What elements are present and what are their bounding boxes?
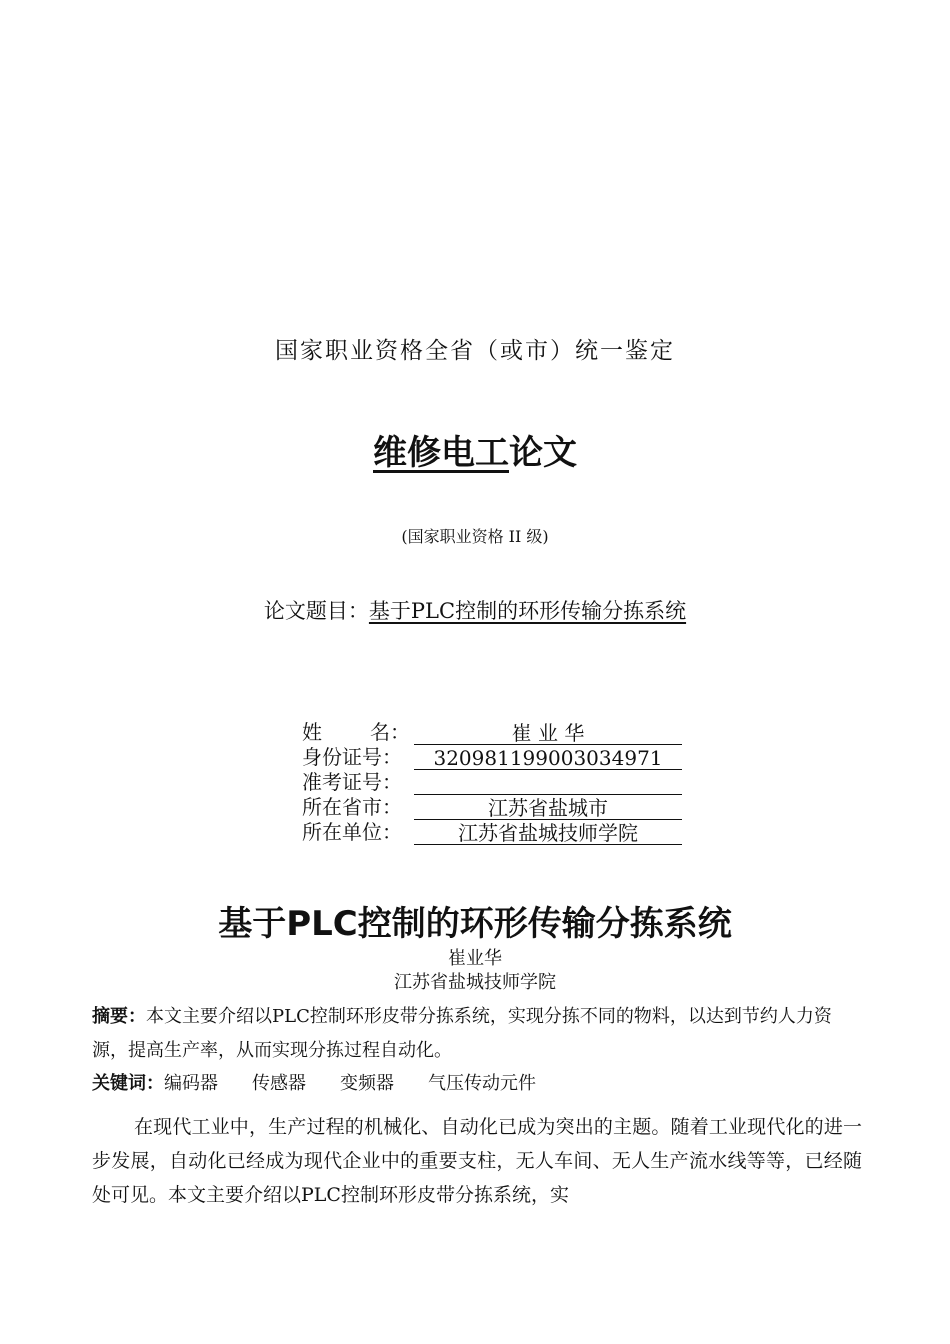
certification-line: 国家职业资格全省（或市）统一鉴定	[275, 338, 675, 364]
topic-label: 论文题目：	[263, 599, 369, 623]
info-label-province-city: 所在省市：	[302, 795, 402, 819]
info-label-exam-number: 准考证号：	[302, 770, 402, 794]
info-value-id-number: 320981199003034971	[414, 747, 682, 770]
keyword: 气压传动元件	[428, 1073, 536, 1094]
keyword: 变频器	[340, 1073, 394, 1094]
keyword: 编码器	[164, 1073, 218, 1094]
info-value-name: 崔 业 华	[414, 722, 682, 745]
article-affiliation: 江苏省盐城技师学院	[394, 972, 556, 993]
topic-value: 基于PLC控制的环形传输分拣系统	[368, 599, 687, 623]
paper-type-heading	[0, 425, 950, 474]
paper-type-rest: 论文	[509, 433, 577, 473]
keywords	[92, 1068, 862, 1100]
info-label-name: 姓 名：	[302, 720, 410, 744]
body-paragraph: 在现代工业中，生产过程的机械化、自动化已成为突出的主题。随着工业现代化的进一步发展，自动化已经成为现代企业中的重要支柱，无人车间、无人生产流水线等等，已经随处可见。本文主要介绍以PLC控制环形皮带分拣系统，实	[92, 1116, 862, 1206]
info-value-province-city: 江苏省盐城市	[414, 797, 682, 820]
info-row-organization	[302, 820, 692, 845]
info-label-id-number: 身份证号：	[302, 745, 402, 769]
paper-type-underlined: 维修电工	[373, 433, 509, 473]
keyword: 传感器	[252, 1073, 306, 1094]
candidate-info	[302, 720, 692, 845]
abstract-text: 本文主要介绍以PLC控制环形皮带分拣系统，实现分拣不同的物料，以达到节约人力资源，提高生产率，从而实现分拣过程自动化。	[92, 1006, 832, 1061]
qualification-level: (国家职业资格 II 级)	[401, 527, 549, 546]
article-author: 崔业华	[448, 948, 502, 969]
info-label-organization: 所在单位：	[302, 820, 402, 844]
info-value-organization: 江苏省盐城技师学院	[414, 822, 682, 845]
abstract-label: 摘要：	[92, 1006, 146, 1027]
paper-topic	[0, 595, 950, 625]
keywords-label: 关键词：	[92, 1073, 164, 1094]
abstract	[92, 1000, 862, 1068]
article-title: 基于PLC控制的环形传输分拣系统	[218, 904, 732, 944]
info-value-exam-number	[414, 772, 682, 795]
